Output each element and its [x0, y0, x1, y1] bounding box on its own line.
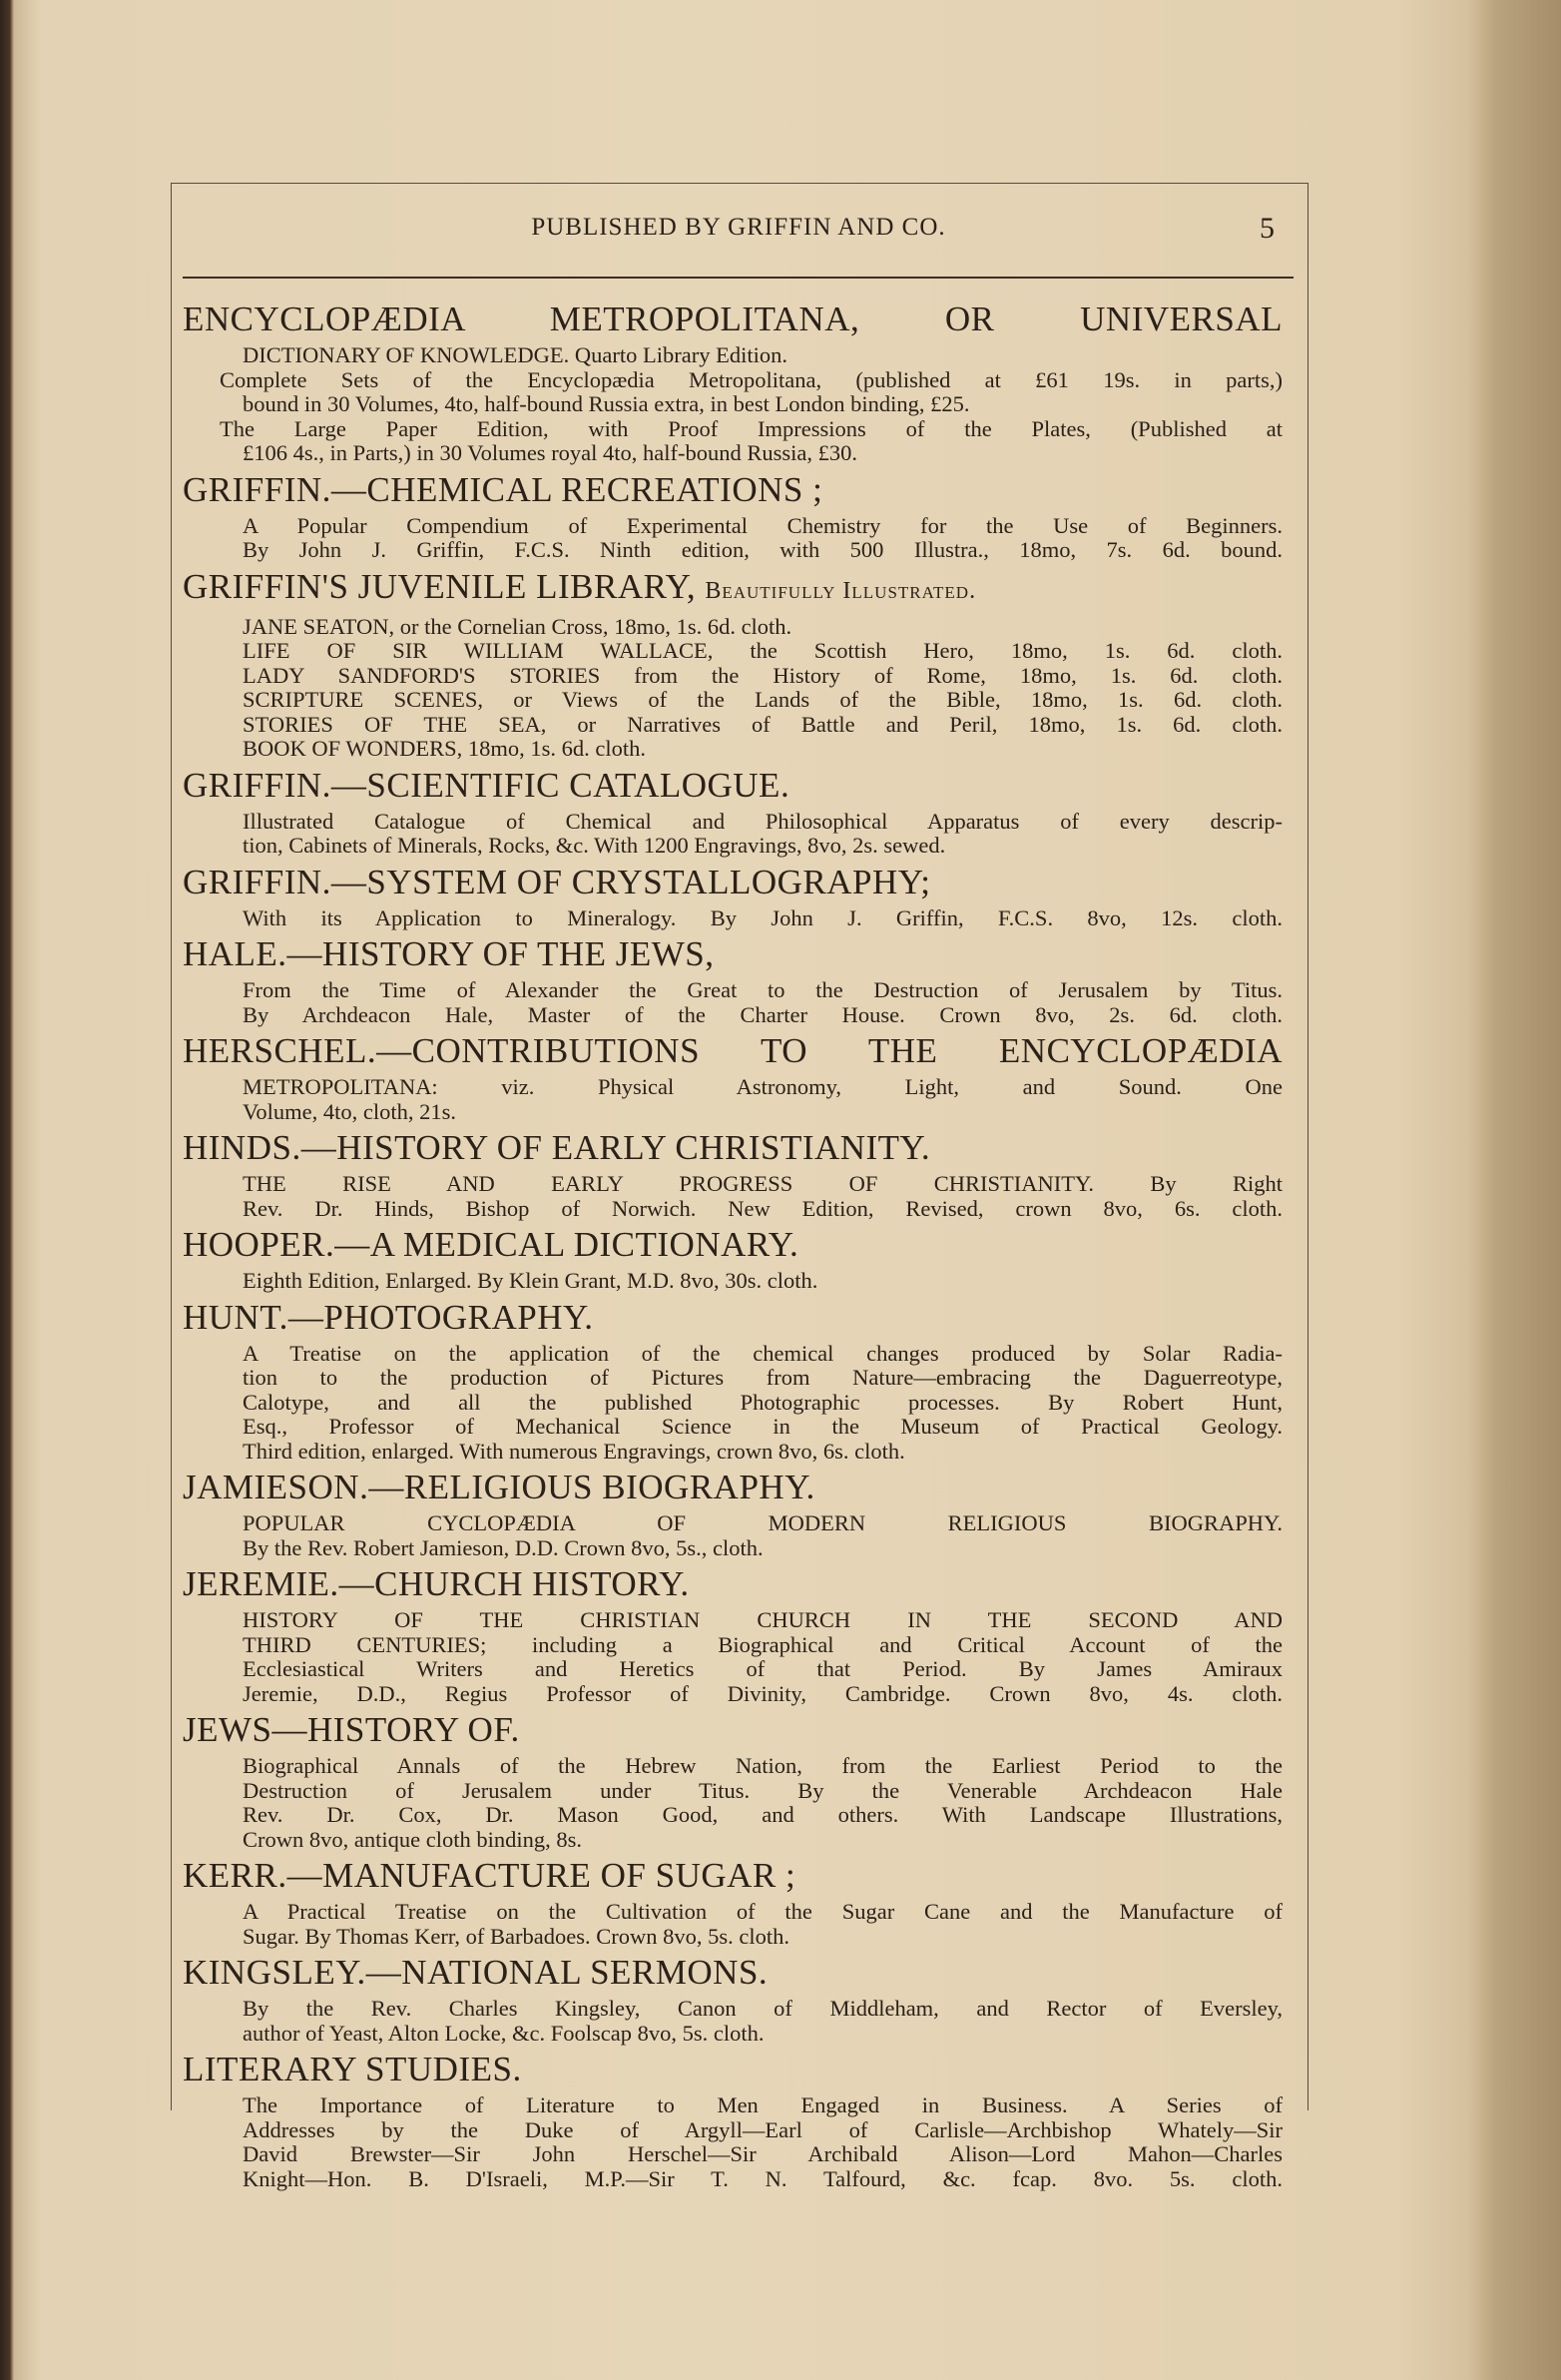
catalogue-entry — [183, 1564, 1283, 1708]
entry-heading — [183, 1468, 1283, 1507]
description-line: Volume, 4to, cloth, 21s. — [243, 1098, 456, 1124]
description-line: A Popular Compendium of Experimental Chemistry for the Use of Beginners. — [243, 512, 1283, 538]
entry-heading-text: JEREMIE.—CHURCH HISTORY. — [183, 1564, 690, 1603]
entry-heading — [183, 863, 1283, 902]
description-line: Destruction of Jerusalem under Titus. By the Venerable Archdeacon Hale — [243, 1777, 1283, 1803]
entry-heading — [183, 1710, 1283, 1750]
entry-heading-text: JAMIESON.—RELIGIOUS BIOGRAPHY. — [183, 1468, 815, 1506]
description-line: A Practical Treatise on the Cultivation of the Sugar Cane and the Manufacture of — [243, 1899, 1283, 1924]
entry-description — [183, 1750, 1283, 1854]
description-line: Esq., Professor of Mechanical Science in the Museum of Practical Geology. — [243, 1414, 1283, 1439]
page-number: 5 — [1260, 212, 1275, 245]
catalogue-listing — [183, 298, 1283, 2193]
header-rule — [183, 277, 1294, 279]
description-line: £106 4s., in Parts,) in 30 Volumes royal 4to, half-bound Russia, £30. — [243, 440, 858, 465]
description-line: By the Rev. Robert Jamieson, D.D. Crown 8vo, 5s., cloth. — [243, 1534, 764, 1560]
entry-heading — [183, 766, 1283, 806]
entry-heading — [183, 1298, 1283, 1338]
catalogue-entry — [183, 567, 1283, 764]
description-line: The Large Paper Edition, with Proof Impressions of the Plates, (Published at — [220, 415, 1283, 441]
running-title: PUBLISHED BY GRIFFIN AND CO. — [531, 214, 946, 241]
description-line: BOOK OF WONDERS, 18mo, 1s. 6d. cloth. — [243, 736, 646, 761]
entry-heading — [183, 470, 1283, 510]
description-line: Biographical Annals of the Hebrew Nation, from the Earliest Period to the — [243, 1753, 1283, 1778]
entry-heading-text: KERR.—MANUFACTURE OF SUGAR ; — [183, 1856, 796, 1895]
catalogue-entry — [183, 299, 1283, 468]
entry-heading-text: ENCYCLOPÆDIA METROPOLITANA, OR UNIVERSAL — [183, 299, 1283, 338]
description-line: Illustrated Catalogue of Chemical and Philosophical Apparatus of every descrip- — [243, 808, 1283, 834]
description-line: Crown 8vo, antique cloth binding, 8s. — [243, 1826, 582, 1852]
entry-description — [183, 1896, 1283, 1951]
entry-heading — [183, 1031, 1283, 1071]
description-line: STORIES OF THE SEA, or Narratives of Battle and Peril, 18mo, 1s. 6d. cloth. — [243, 711, 1283, 737]
description-line: From the Time of Alexander the Great to the Destruction of Jerusalem by Titus. — [243, 977, 1283, 1002]
description-line: JANE SEATON, or the Cornelian Cross, 18mo, 1s. 6d. cloth. — [243, 613, 792, 639]
catalogue-entry — [183, 1225, 1283, 1296]
catalogue-entry — [183, 934, 1283, 1029]
description-line: LIFE OF SIR WILLIAM WALLACE, the Scottish Hero, 18mo, 1s. 6d. cloth. — [243, 638, 1283, 663]
description-line: With its Application to Mineralogy. By John J. Griffin, F.C.S. 8vo, 12s. cloth. — [243, 904, 1283, 930]
entry-description — [183, 611, 1283, 764]
description-line: Calotype, and all the published Photographic processes. By Robert Hunt, — [243, 1389, 1283, 1415]
entry-heading-text: GRIFFIN.—SCIENTIFIC CATALOGUE. — [183, 765, 790, 805]
entry-heading-text: LITERARY STUDIES. — [183, 2050, 522, 2088]
description-line: Eighth Edition, Enlarged. By Klein Grant, M.D. 8vo, 30s. cloth. — [243, 1268, 818, 1293]
catalogue-entry — [183, 1856, 1283, 1951]
entry-description — [183, 1168, 1283, 1223]
entry-description — [183, 339, 1283, 468]
description-line: Sugar. By Thomas Kerr, of Barbadoes. Crown 8vo, 5s. cloth. — [243, 1923, 789, 1949]
description-line: DICTIONARY OF KNOWLEDGE. Quarto Library Edition. — [243, 342, 787, 367]
entry-description — [183, 806, 1283, 861]
description-line: bound in 30 Volumes, 4to, half-bound Russia extra, in best London binding, £25. — [243, 391, 970, 416]
description-line: LADY SANDFORD'S STORIES from the History of Rome, 18mo, 1s. 6d. cloth. — [243, 662, 1283, 688]
entry-heading-text: HERSCHEL.—CONTRIBUTIONS TO THE ENCYCLOPÆDIA — [183, 1031, 1283, 1070]
entry-description — [183, 1071, 1283, 1126]
entry-description — [183, 974, 1283, 1029]
description-line: Complete Sets of the Encyclopædia Metropolitana, (published at £61 19s. in parts,) — [220, 366, 1283, 392]
entry-heading-text: HUNT.—PHOTOGRAPHY. — [183, 1297, 594, 1337]
description-line: The Importance of Literature to Men Engaged in Business. A Series of — [243, 2092, 1283, 2117]
catalogue-entry — [183, 1031, 1283, 1126]
description-line: Knight—Hon. B. D'Israeli, M.P.—Sir T. N. Talfourd, &c. fcap. 8vo. 5s. cloth. — [243, 2165, 1283, 2191]
entry-heading — [183, 1856, 1283, 1896]
description-line: THIRD CENTURIES; including a Biographical and Critical Account of the — [243, 1631, 1283, 1657]
description-line: THE RISE AND EARLY PROGRESS OF CHRISTIANITY. By Right — [243, 1171, 1283, 1196]
description-line: tion to the production of Pictures from Nature—embracing the Daguerreotype, — [243, 1365, 1283, 1390]
description-line: Ecclesiastical Writers and Heretics of that Period. By James Amiraux — [243, 1656, 1283, 1681]
description-line: Rev. Dr. Hinds, Bishop of Norwich. New Edition, Revised, crown 8vo, 6s. cloth. — [243, 1195, 1283, 1221]
entry-heading-text: GRIFFIN.—CHEMICAL RECREATIONS ; — [183, 469, 823, 509]
entry-heading — [183, 1128, 1283, 1168]
entry-heading-text: GRIFFIN.—SYSTEM OF CRYSTALLOGRAPHY; — [183, 862, 931, 901]
description-line: David Brewster—Sir John Herschel—Sir Archibald Alison—Lord Mahon—Charles — [243, 2141, 1283, 2166]
entry-heading-text: GRIFFIN'S JUVENILE LIBRARY, — [183, 566, 697, 606]
entry-heading — [183, 567, 1283, 611]
description-line: Addresses by the Duke of Argyll—Earl of Carlisle—Archbishop Whately—Sir — [243, 2116, 1283, 2142]
description-line: Rev. Dr. Cox, Dr. Mason Good, and others. With Landscape Illustrations, — [243, 1802, 1283, 1827]
catalogue-entry — [183, 1468, 1283, 1562]
entry-heading-text: HINDS.—HISTORY OF EARLY CHRISTIANITY. — [183, 1128, 931, 1167]
entry-description — [183, 1993, 1283, 2048]
entry-description — [183, 902, 1283, 933]
entry-description — [183, 1338, 1283, 1467]
entry-description — [183, 2089, 1283, 2193]
entry-description — [183, 1265, 1283, 1296]
catalogue-entry — [183, 863, 1283, 933]
description-line: By the Rev. Charles Kingsley, Canon of Middleham, and Rector of Eversley, — [243, 1996, 1283, 2021]
catalogue-entry — [183, 1710, 1283, 1854]
description-line: Third edition, enlarged. With numerous Engravings, crown 8vo, 6s. cloth. — [243, 1438, 905, 1464]
entry-heading-text: JEWS—HISTORY OF. — [183, 1710, 520, 1749]
entry-description — [183, 1507, 1283, 1562]
entry-description — [183, 510, 1283, 565]
entry-heading — [183, 299, 1283, 339]
description-line: METROPOLITANA: viz. Physical Astronomy, Light, and Sound. One — [243, 1074, 1283, 1099]
entry-heading-text: HALE.—HISTORY OF THE JEWS, — [183, 934, 715, 973]
entry-heading-text: HOOPER.—A MEDICAL DICTIONARY. — [183, 1225, 799, 1264]
catalogue-entry — [183, 1128, 1283, 1223]
description-line: HISTORY OF THE CHRISTIAN CHURCH IN THE SECOND AND — [243, 1607, 1283, 1632]
entry-heading-subtitle: Beautifully Illustrated. — [705, 577, 977, 604]
entry-heading — [183, 1564, 1283, 1604]
catalogue-entry — [183, 1953, 1283, 2048]
catalogue-entry — [183, 1298, 1283, 1467]
entry-heading — [183, 1953, 1283, 1993]
entry-heading-text: KINGSLEY.—NATIONAL SERMONS. — [183, 1953, 769, 1992]
description-line: By Archdeacon Hale, Master of the Charter House. Crown 8vo, 2s. 6d. cloth. — [243, 1001, 1283, 1027]
entry-description — [183, 1604, 1283, 1708]
description-line: SCRIPTURE SCENES, or Views of the Lands of the Bible, 18mo, 1s. 6d. cloth. — [243, 687, 1283, 712]
description-line: tion, Cabinets of Minerals, Rocks, &c. With 1200 Engravings, 8vo, 2s. sewed. — [243, 833, 946, 858]
catalogue-entry — [183, 766, 1283, 861]
entry-heading — [183, 2050, 1283, 2089]
catalogue-entry — [183, 2050, 1283, 2193]
entry-heading — [183, 934, 1283, 974]
description-line: POPULAR CYCLOPÆDIA OF MODERN RELIGIOUS BIOGRAPHY. — [243, 1510, 1283, 1535]
catalogue-entry — [183, 470, 1283, 565]
description-line: author of Yeast, Alton Locke, &c. Foolscap 8vo, 5s. cloth. — [243, 2020, 765, 2046]
description-line: By John J. Griffin, F.C.S. Ninth edition, with 500 Illustra., 18mo, 7s. 6d. bound. — [243, 537, 1283, 562]
description-line: A Treatise on the application of the chemical changes produced by Solar Radia- — [243, 1340, 1283, 1366]
entry-heading — [183, 1225, 1283, 1265]
description-line: Jeremie, D.D., Regius Professor of Divinity, Cambridge. Crown 8vo, 4s. cloth. — [243, 1680, 1283, 1706]
